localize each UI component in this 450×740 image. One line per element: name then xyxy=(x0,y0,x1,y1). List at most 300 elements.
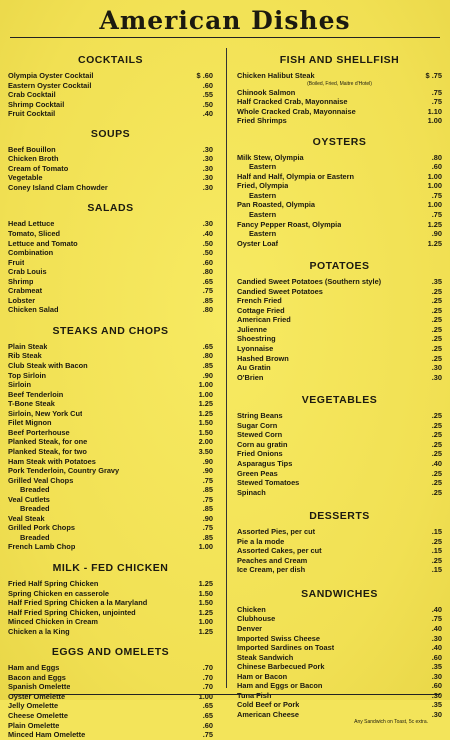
item-price: 1.10 xyxy=(427,106,442,116)
right-column xyxy=(237,54,442,726)
menu-item xyxy=(8,542,213,552)
item-price: .40 xyxy=(431,623,442,633)
menu-item xyxy=(8,351,213,361)
item-name: Fruit Cocktail xyxy=(8,109,56,119)
item-price: .30 xyxy=(202,173,213,183)
item-name: Oyster Omelette xyxy=(8,691,66,701)
item-name: Ham Steak with Potatoes xyxy=(8,456,96,466)
item-name: Pie a la mode xyxy=(237,536,285,546)
section-chicken xyxy=(8,562,213,636)
menu-item xyxy=(8,399,213,409)
item-price: .30 xyxy=(202,154,213,164)
menu-item xyxy=(237,624,442,634)
section-potatoes xyxy=(237,260,442,382)
menu-item xyxy=(237,449,442,459)
item-name: Sirloin xyxy=(8,380,31,390)
item-price: 1.00 xyxy=(198,617,213,627)
item-name: Filet Mignon xyxy=(8,418,52,428)
item-name: Half Cracked Crab, Mayonnaise xyxy=(237,97,348,107)
item-name: String Beans xyxy=(237,411,283,421)
item-price: .40 xyxy=(202,229,213,239)
menu-item xyxy=(237,411,442,421)
item-price: .65 xyxy=(202,276,213,286)
menu-item xyxy=(8,154,213,164)
item-price: .55 xyxy=(202,90,213,100)
item-price: .65 xyxy=(202,710,213,720)
item-price: .25 xyxy=(431,344,442,354)
menu-item xyxy=(8,277,213,287)
item-name: Beef Tenderloin xyxy=(8,389,64,399)
menu-item xyxy=(237,672,442,682)
item-name: Eastern xyxy=(249,210,277,220)
section-steaks xyxy=(8,325,213,552)
menu-item xyxy=(237,354,442,364)
item-price: 3.50 xyxy=(198,446,213,456)
item-price: 1.00 xyxy=(198,691,213,701)
menu-item xyxy=(237,700,442,710)
menu-item xyxy=(237,373,442,383)
item-price: .25 xyxy=(431,468,442,478)
item-price: .60 xyxy=(202,720,213,730)
menu-item xyxy=(8,730,213,740)
item-price: .50 xyxy=(202,238,213,248)
item-price: 1.00 xyxy=(198,542,213,552)
item-price: .60 xyxy=(202,257,213,267)
item-price: .30 xyxy=(202,219,213,229)
item-price: .25 xyxy=(431,536,442,546)
item-name: Planked Steak, for one xyxy=(8,437,88,447)
item-name: Denver xyxy=(237,623,263,633)
section-title: SALADS xyxy=(87,202,134,215)
item-price: .30 xyxy=(431,671,442,681)
item-price: 1.50 xyxy=(198,598,213,608)
item-name: Crabmeat xyxy=(8,286,43,296)
item-name: Olympia Oyster Cocktail xyxy=(8,71,94,80)
menu-item xyxy=(8,627,213,637)
item-price: .25 xyxy=(431,305,442,315)
item-price: $ .75 xyxy=(425,71,442,80)
title-rule xyxy=(10,37,440,38)
item-name: Jelly Omelette xyxy=(8,701,59,711)
item-price: .90 xyxy=(431,229,442,239)
item-name: Clubhouse xyxy=(237,614,276,624)
item-price: $ .60 xyxy=(196,71,213,80)
item-price: 1.25 xyxy=(427,219,442,229)
menu-item xyxy=(8,721,213,731)
item-name: Imported Swiss Cheese xyxy=(237,633,320,643)
item-price: .25 xyxy=(431,411,442,421)
item-name: Shoestring xyxy=(237,334,276,344)
item-price: .15 xyxy=(431,546,442,556)
menu-item xyxy=(8,682,213,692)
item-price: .25 xyxy=(431,315,442,325)
item-name: Fried Shrimps xyxy=(237,116,287,126)
item-price: .50 xyxy=(202,99,213,109)
item-name: Candied Sweet Potatoes (Southern style) xyxy=(237,277,382,287)
menu-item xyxy=(237,296,442,306)
item-name: O'Brien xyxy=(237,372,264,382)
menu-item xyxy=(237,325,442,335)
menu-item xyxy=(8,514,213,524)
item-price: 1.50 xyxy=(198,588,213,598)
item-name: Half and Half, Olympia or Eastern xyxy=(237,171,355,181)
item-price: .75 xyxy=(431,210,442,220)
menu-item xyxy=(8,437,213,447)
item-price: .30 xyxy=(431,372,442,382)
item-price: .60 xyxy=(431,162,442,172)
item-name: Crab Cocktail xyxy=(8,90,56,100)
menu-item xyxy=(237,334,442,344)
item-name: Julienne xyxy=(237,324,267,334)
item-price: 1.50 xyxy=(198,418,213,428)
item-price: .80 xyxy=(202,351,213,361)
item-name: Breaded xyxy=(20,485,50,495)
item-name: Grilled Veal Chops xyxy=(8,475,74,485)
section-title: FISH AND SHELLFISH xyxy=(279,54,400,66)
section-title: POTATOES xyxy=(309,260,370,273)
menu-item xyxy=(237,229,442,239)
item-name: French Lamb Chop xyxy=(8,542,76,552)
section-title: SANDWICHES xyxy=(301,587,378,600)
item-name: Vegetable xyxy=(8,173,43,183)
item-price: .35 xyxy=(431,700,442,710)
item-price: .25 xyxy=(431,296,442,306)
menu-item xyxy=(237,97,442,107)
item-name: Chicken xyxy=(237,604,266,614)
menu-item xyxy=(237,191,442,201)
item-price: .75 xyxy=(202,730,213,740)
menu-item xyxy=(8,361,213,371)
item-price: .65 xyxy=(202,341,213,351)
item-name: Cold Beef or Pork xyxy=(237,700,300,710)
item-name: Spinach xyxy=(237,487,266,497)
item-price: .30 xyxy=(202,182,213,192)
item-price: .25 xyxy=(431,420,442,430)
item-price: 1.25 xyxy=(198,578,213,588)
item-price: .25 xyxy=(431,430,442,440)
item-name: Rib Steak xyxy=(8,351,42,361)
item-price: .15 xyxy=(431,565,442,575)
item-name: Eastern xyxy=(249,162,277,172)
menu-item xyxy=(237,605,442,615)
menu-item xyxy=(237,107,442,117)
menu-item xyxy=(237,421,442,431)
item-price: .75 xyxy=(431,97,442,107)
item-name: Candied Sweet Potatoes xyxy=(237,286,323,296)
item-name: Eastern Oyster Cocktail xyxy=(8,80,92,90)
menu-item xyxy=(237,488,442,498)
item-name: Veal Steak xyxy=(8,513,45,523)
item-price: 1.00 xyxy=(427,116,442,126)
sandwich-footnote: Any Sandwich on Toast, 5c extra. xyxy=(354,719,428,726)
item-name: Chicken a la King xyxy=(8,626,70,636)
item-name: Tuna Fish xyxy=(237,690,272,700)
item-name: Minced Chicken in Cream xyxy=(8,617,98,627)
item-name: French Fried xyxy=(237,296,282,306)
menu-item xyxy=(8,71,213,81)
menu-item xyxy=(8,390,213,400)
item-price: .85 xyxy=(202,532,213,542)
item-name: Ham and Eggs or Bacon xyxy=(237,681,323,691)
menu-item xyxy=(8,267,213,277)
item-name: Minced Ham Omelette xyxy=(8,730,86,740)
item-name: Asparagus Tips xyxy=(237,458,293,468)
menu-item xyxy=(237,344,442,354)
menu-item xyxy=(237,537,442,547)
item-name: Green Peas xyxy=(237,468,278,478)
item-name: Fried Onions xyxy=(237,449,283,459)
menu-item xyxy=(8,418,213,428)
menu-item xyxy=(8,183,213,193)
item-price: .25 xyxy=(431,286,442,296)
section-title: COCKTAILS xyxy=(78,54,143,66)
item-price: .25 xyxy=(431,439,442,449)
item-name: Chinook Salmon xyxy=(237,87,296,97)
section-soups xyxy=(8,128,213,193)
menu-item xyxy=(237,556,442,566)
menu-item xyxy=(237,710,442,720)
item-name: Combination xyxy=(8,248,54,258)
item-price: .25 xyxy=(431,324,442,334)
item-price: .30 xyxy=(202,163,213,173)
item-name: Lettuce and Tomato xyxy=(8,238,78,248)
section-title: VEGETABLES xyxy=(301,394,378,407)
item-name: Half Fried Spring Chicken, unjointed xyxy=(8,607,136,617)
menu-item xyxy=(237,459,442,469)
item-name: Fried Half Spring Chicken xyxy=(8,578,99,588)
item-name: Whole Cracked Crab, Mayonnaise xyxy=(237,106,356,116)
item-price: .75 xyxy=(202,475,213,485)
item-price: .90 xyxy=(202,456,213,466)
menu-title: American Dishes xyxy=(99,6,351,35)
menu-item xyxy=(237,478,442,488)
item-name: Chicken Halibut Steak xyxy=(237,71,315,80)
item-name: Sugar Corn xyxy=(237,420,278,430)
menu-item xyxy=(237,153,442,163)
item-name: Breaded xyxy=(20,504,50,514)
item-name: T-Bone Steak xyxy=(8,399,55,409)
item-price: 1.25 xyxy=(198,399,213,409)
item-price: .75 xyxy=(202,286,213,296)
menu-item xyxy=(8,164,213,174)
menu-item xyxy=(237,653,442,663)
menu-item xyxy=(8,371,213,381)
menu-item xyxy=(8,219,213,229)
item-name: Pork Tenderloin, Country Gravy xyxy=(8,466,120,476)
item-price: .25 xyxy=(431,487,442,497)
item-price: .75 xyxy=(202,494,213,504)
menu-item xyxy=(8,100,213,110)
item-name: Ice Cream, per dish xyxy=(237,565,306,575)
item-price: .50 xyxy=(202,248,213,258)
menu-item xyxy=(8,90,213,100)
item-price: .25 xyxy=(431,353,442,363)
item-price: .70 xyxy=(202,663,213,673)
menu-item xyxy=(237,643,442,653)
item-price: .40 xyxy=(431,643,442,653)
item-name: Grilled Pork Chops xyxy=(8,523,75,533)
menu-item xyxy=(8,598,213,608)
item-price: 1.00 xyxy=(427,200,442,210)
item-price: .15 xyxy=(431,527,442,537)
item-name: Imported Sardines on Toast xyxy=(237,643,335,653)
menu-item xyxy=(8,589,213,599)
menu-item xyxy=(237,440,442,450)
item-name: Milk Stew, Olympia xyxy=(237,152,304,162)
item-price: .40 xyxy=(431,604,442,614)
section-title: STEAKS AND CHOPS xyxy=(52,324,169,337)
menu-item xyxy=(8,663,213,673)
menu-item xyxy=(8,673,213,683)
preparation-note: (Boiled, Fried, Maitre d'Hotel) xyxy=(307,80,372,87)
item-name: Crab Louis xyxy=(8,267,47,277)
item-price: .60 xyxy=(431,652,442,662)
item-price: .75 xyxy=(431,87,442,97)
menu-item xyxy=(237,88,442,98)
menu-item xyxy=(237,220,442,230)
menu-item xyxy=(237,363,442,373)
menu-item xyxy=(8,248,213,258)
menu-item xyxy=(237,71,442,81)
item-price: .80 xyxy=(202,305,213,315)
menu-item xyxy=(237,430,442,440)
item-name: Plain Omelette xyxy=(8,720,60,730)
item-name: Ham or Bacon xyxy=(237,671,288,681)
item-price: 1.00 xyxy=(427,181,442,191)
item-price: .25 xyxy=(431,478,442,488)
menu-item xyxy=(8,711,213,721)
item-name: Lobster xyxy=(8,295,36,305)
item-price: .40 xyxy=(202,109,213,119)
item-name: Corn au gratin xyxy=(237,439,288,449)
item-name: Top Sirloin xyxy=(8,370,47,380)
item-price: .90 xyxy=(202,513,213,523)
item-name: Fried, Olympia xyxy=(237,181,289,191)
item-name: Chicken Broth xyxy=(8,154,59,164)
menu-item xyxy=(8,109,213,119)
item-name: Lyonnaise xyxy=(237,344,274,354)
menu-item xyxy=(237,116,442,126)
item-price: 1.50 xyxy=(198,427,213,437)
menu-item xyxy=(237,210,442,220)
item-name: Fruit xyxy=(8,257,25,267)
menu-item xyxy=(237,546,442,556)
item-name: Beef Porterhouse xyxy=(8,427,70,437)
item-name: American Cheese xyxy=(237,709,300,719)
item-price: .60 xyxy=(431,681,442,691)
left-column xyxy=(8,54,213,740)
section-title: OYSTERS xyxy=(312,135,367,148)
item-price: .30 xyxy=(431,690,442,700)
menu-item xyxy=(237,634,442,644)
item-name: Club Steak with Bacon xyxy=(8,361,88,371)
item-price: .25 xyxy=(431,555,442,565)
item-name: Beef Bouillon xyxy=(8,144,56,154)
item-price: .80 xyxy=(431,152,442,162)
menu-item xyxy=(8,286,213,296)
section-title: MILK - FED CHICKEN xyxy=(52,561,169,574)
item-name: Tomato, Sliced xyxy=(8,229,61,239)
menu-item xyxy=(8,495,213,505)
menu-item xyxy=(8,409,213,419)
item-name: Assorted Cakes, per cut xyxy=(237,546,322,556)
item-name: Pan Roasted, Olympia xyxy=(237,200,316,210)
item-name: Cheese Omelette xyxy=(8,710,68,720)
item-name: Head Lettuce xyxy=(8,219,55,229)
menu-item xyxy=(8,173,213,183)
menu-item xyxy=(8,296,213,306)
item-price: .70 xyxy=(202,672,213,682)
item-price: .85 xyxy=(202,504,213,514)
menu-item xyxy=(8,608,213,618)
menu-item xyxy=(237,527,442,537)
menu-item xyxy=(8,380,213,390)
menu-item xyxy=(237,565,442,575)
item-name: Peaches and Cream xyxy=(237,555,308,565)
menu-item xyxy=(8,229,213,239)
menu-item xyxy=(8,258,213,268)
menu-item xyxy=(237,172,442,182)
item-name: Half Fried Spring Chicken a la Maryland xyxy=(8,598,148,608)
menu-item xyxy=(8,466,213,476)
menu-item xyxy=(237,614,442,624)
item-name: Cottage Fried xyxy=(237,305,285,315)
item-price: 1.25 xyxy=(198,408,213,418)
item-name: Sirloin, New York Cut xyxy=(8,408,83,418)
item-price: .85 xyxy=(202,485,213,495)
menu-item xyxy=(8,428,213,438)
item-price: .90 xyxy=(202,370,213,380)
section-salads xyxy=(8,202,213,314)
item-name: Shrimp xyxy=(8,276,34,286)
item-price: .90 xyxy=(202,466,213,476)
item-price: 1.00 xyxy=(198,389,213,399)
menu-item xyxy=(8,617,213,627)
item-price: .35 xyxy=(431,662,442,672)
item-name: Steak Sandwich xyxy=(237,652,294,662)
menu-item xyxy=(237,239,442,249)
menu-item xyxy=(8,342,213,352)
menu-item xyxy=(237,469,442,479)
menu-item xyxy=(237,681,442,691)
item-name: Spanish Omelette xyxy=(8,682,71,692)
item-name: Au Gratin xyxy=(237,363,271,373)
item-price: .60 xyxy=(202,80,213,90)
menu-item xyxy=(8,533,213,543)
item-price: .25 xyxy=(431,334,442,344)
item-price: .75 xyxy=(202,523,213,533)
item-price: .75 xyxy=(431,614,442,624)
item-name: Plain Steak xyxy=(8,341,48,351)
item-price: .65 xyxy=(202,701,213,711)
item-price: 2.00 xyxy=(198,437,213,447)
bottom-rule xyxy=(10,694,440,695)
item-name: Ham and Eggs xyxy=(8,663,60,673)
item-price: .35 xyxy=(431,277,442,287)
item-price: 1.25 xyxy=(198,626,213,636)
menu-item xyxy=(8,447,213,457)
item-name: Eastern xyxy=(249,190,277,200)
item-price: .75 xyxy=(431,190,442,200)
section-sandwiches xyxy=(237,588,442,727)
item-price: 1.00 xyxy=(427,171,442,181)
item-name: Fancy Pepper Roast, Olympia xyxy=(237,219,342,229)
menu-item xyxy=(237,662,442,672)
item-name: Chicken Salad xyxy=(8,305,59,315)
item-price: .25 xyxy=(431,449,442,459)
item-price: .85 xyxy=(202,361,213,371)
item-price: .30 xyxy=(431,363,442,373)
